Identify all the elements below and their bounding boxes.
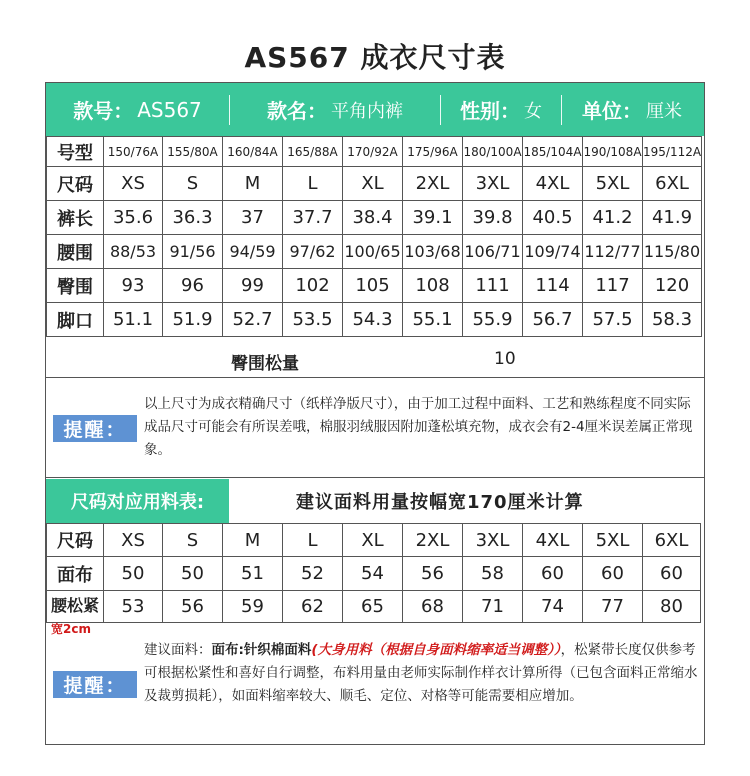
fabric-type: 面布:针织棉面料 xyxy=(211,642,312,658)
table-cell: 3XL xyxy=(463,167,523,201)
table-cell: 41.2 xyxy=(583,201,643,235)
table-row xyxy=(47,591,701,623)
table-cell: 39.1 xyxy=(403,201,463,235)
table-row xyxy=(47,269,702,303)
reminder-text: 以上尺寸为成衣精确尺寸（纸样净版尺寸），由于加工过程中面料、工艺和熟练程度不同实际成品尺寸可能会有所误差哦，棉服羽绒服因附加蓬松填充物，成衣会有2-4厘米误差属正常现象。 xyxy=(144,396,693,458)
table-cell: 155/80A xyxy=(163,137,223,167)
table-cell: L xyxy=(283,167,343,201)
table-cell: 59 xyxy=(223,591,283,623)
size-table xyxy=(46,136,702,337)
reminder-tag-2: 提醒： xyxy=(53,671,137,698)
hip-ease-value: 10 xyxy=(494,349,516,369)
unit-label: 单位： xyxy=(582,99,642,123)
table-cell: 97/62 xyxy=(283,235,343,269)
unit xyxy=(562,83,702,136)
fabric-suggestion-prefix: 建议面料： xyxy=(144,642,212,658)
unit-value: 厘米 xyxy=(646,100,682,122)
table-cell: 60 xyxy=(583,557,643,591)
table-cell: XS xyxy=(104,524,163,557)
style-name-value: 平角内裤 xyxy=(331,100,403,122)
table-cell: 35.6 xyxy=(104,201,163,235)
table-cell: 54.3 xyxy=(343,303,403,337)
table-cell: 57.5 xyxy=(583,303,643,337)
table-cell: 52 xyxy=(283,557,343,591)
table-cell: 3XL xyxy=(463,524,523,557)
table-cell: 114 xyxy=(523,269,583,303)
table-cell: 65 xyxy=(343,591,403,623)
table-cell: 56 xyxy=(163,591,223,623)
table-cell: 55.1 xyxy=(403,303,463,337)
table-cell: 74 xyxy=(523,591,583,623)
fabric-usage-header xyxy=(46,477,704,523)
table-cell: 38.4 xyxy=(343,201,403,235)
table-cell: 40.5 xyxy=(523,201,583,235)
table-cell: 185/104A xyxy=(523,137,583,167)
table-cell: 37 xyxy=(223,201,283,235)
table-cell: 195/112A xyxy=(643,137,702,167)
table-cell: 100/65 xyxy=(343,235,403,269)
table-cell: 120 xyxy=(643,269,702,303)
table-cell: 96 xyxy=(163,269,223,303)
table-cell: 88/53 xyxy=(104,235,163,269)
fabric-usage-tag: 尺码对应用料表: xyxy=(46,479,229,523)
table-cell: 50 xyxy=(104,557,163,591)
table-cell: 54 xyxy=(343,557,403,591)
table-cell: 41.9 xyxy=(643,201,702,235)
fabric-usage-table xyxy=(46,523,701,623)
table-cell: 53 xyxy=(104,591,163,623)
table-cell: 112/77 xyxy=(583,235,643,269)
table-cell: 4XL xyxy=(523,524,583,557)
table-cell: 36.3 xyxy=(163,201,223,235)
table-cell: 190/108A xyxy=(583,137,643,167)
table-cell: 80 xyxy=(643,591,701,623)
fabric-usage-highlight: (大身用料（根据自身面料缩率适当调整）） xyxy=(311,642,561,658)
gender-label: 性别： xyxy=(460,99,520,123)
table-cell: 117 xyxy=(583,269,643,303)
table-cell: 170/92A xyxy=(343,137,403,167)
table-cell: 60 xyxy=(643,557,701,591)
row-label: 尺码 xyxy=(47,524,104,557)
row-label: 脚口 xyxy=(47,303,104,337)
table-cell: 5XL xyxy=(583,167,643,201)
table-row xyxy=(47,235,702,269)
gender-value: 女 xyxy=(524,100,542,122)
table-cell: 115/80 xyxy=(643,235,702,269)
style-name xyxy=(230,83,440,136)
table-cell: 2XL xyxy=(403,524,463,557)
table-cell: 99 xyxy=(223,269,283,303)
table-cell: 108 xyxy=(403,269,463,303)
size-chart-frame xyxy=(45,82,705,745)
table-cell: 91/56 xyxy=(163,235,223,269)
table-cell: 94/59 xyxy=(223,235,283,269)
fabric-usage-title: 建议面料用量按幅宽170厘米计算 xyxy=(296,492,584,513)
row-label: 腰松紧 xyxy=(47,591,104,623)
table-cell: 71 xyxy=(463,591,523,623)
table-cell: 165/88A xyxy=(283,137,343,167)
table-cell: 39.8 xyxy=(463,201,523,235)
table-cell: 93 xyxy=(104,269,163,303)
page-title: AS567 成衣尺寸表 xyxy=(244,41,506,74)
table-row xyxy=(47,557,701,591)
gender xyxy=(441,83,561,136)
row-label: 臀围 xyxy=(47,269,104,303)
table-cell: 60 xyxy=(523,557,583,591)
table-cell: L xyxy=(283,524,343,557)
table-cell: S xyxy=(163,167,223,201)
table-cell: 50 xyxy=(163,557,223,591)
reminder-tag: 提醒： xyxy=(53,415,137,442)
style-number-value: AS567 xyxy=(137,97,202,122)
table-cell: 6XL xyxy=(643,524,701,557)
table-cell: 160/84A xyxy=(223,137,283,167)
table-cell: 2XL xyxy=(403,167,463,201)
table-cell: M xyxy=(223,524,283,557)
style-name-label: 款名： xyxy=(267,99,327,123)
table-cell: 52.7 xyxy=(223,303,283,337)
table-cell: 37.7 xyxy=(283,201,343,235)
row-label: 腰围 xyxy=(47,235,104,269)
table-cell: 102 xyxy=(283,269,343,303)
reminder-box xyxy=(46,379,704,476)
table-row xyxy=(47,303,702,337)
table-cell: 55.9 xyxy=(463,303,523,337)
hip-ease-label: 臀围松量 xyxy=(231,354,299,374)
table-cell: 77 xyxy=(583,591,643,623)
table-cell: 51.9 xyxy=(163,303,223,337)
table-cell: 111 xyxy=(463,269,523,303)
hip-ease-row xyxy=(46,342,704,378)
table-cell: XL xyxy=(343,524,403,557)
table-cell: 106/71 xyxy=(463,235,523,269)
table-row xyxy=(47,137,702,167)
table-row xyxy=(47,201,702,235)
table-row xyxy=(47,167,702,201)
style-number-label: 款号： xyxy=(73,99,134,123)
table-cell: 51 xyxy=(223,557,283,591)
fabric-suggestion-rest: ，松紧带长度仅供参考可根据松紧性和喜好自行调整，布料用量由老师实际制作样衣计算所得（已包含面料正常缩水及裁剪损耗），如面料缩率较大、顺毛、定位、对格等可能需要相应增加。 xyxy=(144,642,698,704)
table-cell: 68 xyxy=(403,591,463,623)
row-label: 裤长 xyxy=(47,201,104,235)
table-cell: XS xyxy=(104,167,163,201)
table-cell: 180/100A xyxy=(463,137,523,167)
table-cell: 62 xyxy=(283,591,343,623)
product-info-bar xyxy=(46,83,704,136)
table-cell: 53.5 xyxy=(283,303,343,337)
table-cell: 6XL xyxy=(643,167,702,201)
table-cell: 103/68 xyxy=(403,235,463,269)
table-cell: S xyxy=(163,524,223,557)
table-cell: 150/76A xyxy=(104,137,163,167)
row-label: 尺码 xyxy=(47,167,104,201)
table-cell: 51.1 xyxy=(104,303,163,337)
table-cell: 109/74 xyxy=(523,235,583,269)
table-cell: 5XL xyxy=(583,524,643,557)
table-cell: XL xyxy=(343,167,403,201)
elastic-width-note: 宽2cm xyxy=(51,622,91,636)
table-cell: 56.7 xyxy=(523,303,583,337)
style-number xyxy=(46,83,229,136)
table-cell: 58 xyxy=(463,557,523,591)
table-cell: 58.3 xyxy=(643,303,702,337)
table-cell: M xyxy=(223,167,283,201)
table-row xyxy=(47,524,701,557)
row-label: 号型 xyxy=(47,137,104,167)
table-cell: 4XL xyxy=(523,167,583,201)
table-cell: 105 xyxy=(343,269,403,303)
row-label: 面布 xyxy=(47,557,104,591)
fabric-suggestion-text xyxy=(144,639,698,708)
table-cell: 56 xyxy=(403,557,463,591)
table-cell: 175/96A xyxy=(403,137,463,167)
